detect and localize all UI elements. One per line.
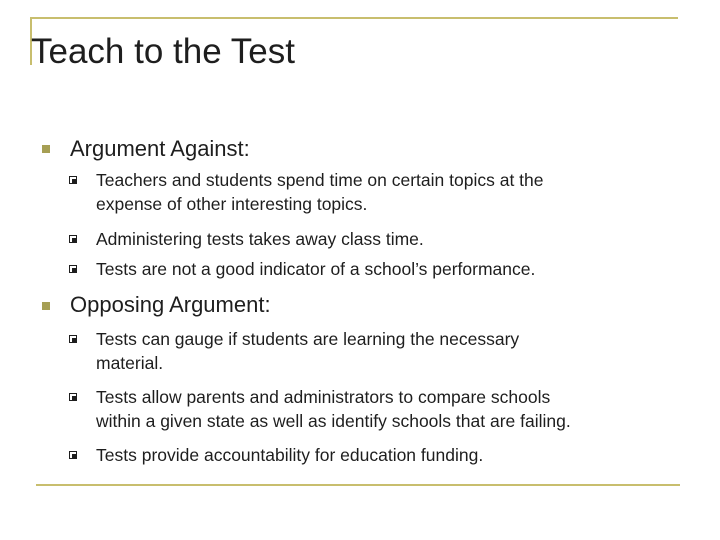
section-bullet-icon	[42, 302, 50, 310]
sub-bullet-icon	[69, 335, 77, 343]
point-line: Administering tests takes away class time.	[96, 229, 424, 249]
section-heading-argument-against: Argument Against:	[70, 136, 250, 161]
point-line: Tests allow parents and administrators to compare schools	[96, 387, 551, 407]
point-item	[96, 385, 676, 433]
sub-bullet-icon	[69, 176, 77, 184]
point-item	[96, 257, 676, 281]
point-line: material.	[96, 353, 164, 373]
section-heading-opposing-argument: Opposing Argument:	[70, 292, 271, 317]
sub-bullet-icon	[69, 235, 77, 243]
point-line: Tests provide accountability for education funding.	[96, 445, 484, 465]
point-item	[96, 168, 676, 216]
slide-title: Teach to the Test	[31, 32, 295, 71]
point-line: Tests can gauge if students are learning the necessary	[96, 329, 520, 349]
point-item	[96, 443, 676, 467]
bottom-rule	[36, 484, 680, 486]
point-item	[96, 327, 676, 375]
section-bullet-icon	[42, 145, 50, 153]
point-line: Teachers and students spend time on certain topics at the	[96, 170, 544, 190]
point-line: Tests are not a good indicator of a school’s performance.	[96, 259, 536, 279]
point-item	[96, 227, 676, 251]
sub-bullet-icon	[69, 451, 77, 459]
top-rule	[30, 17, 678, 19]
sub-bullet-icon	[69, 265, 77, 273]
point-line: expense of other interesting topics.	[96, 194, 368, 214]
sub-bullet-icon	[69, 393, 77, 401]
point-line: within a given state as well as identify schools that are failing.	[96, 411, 571, 431]
